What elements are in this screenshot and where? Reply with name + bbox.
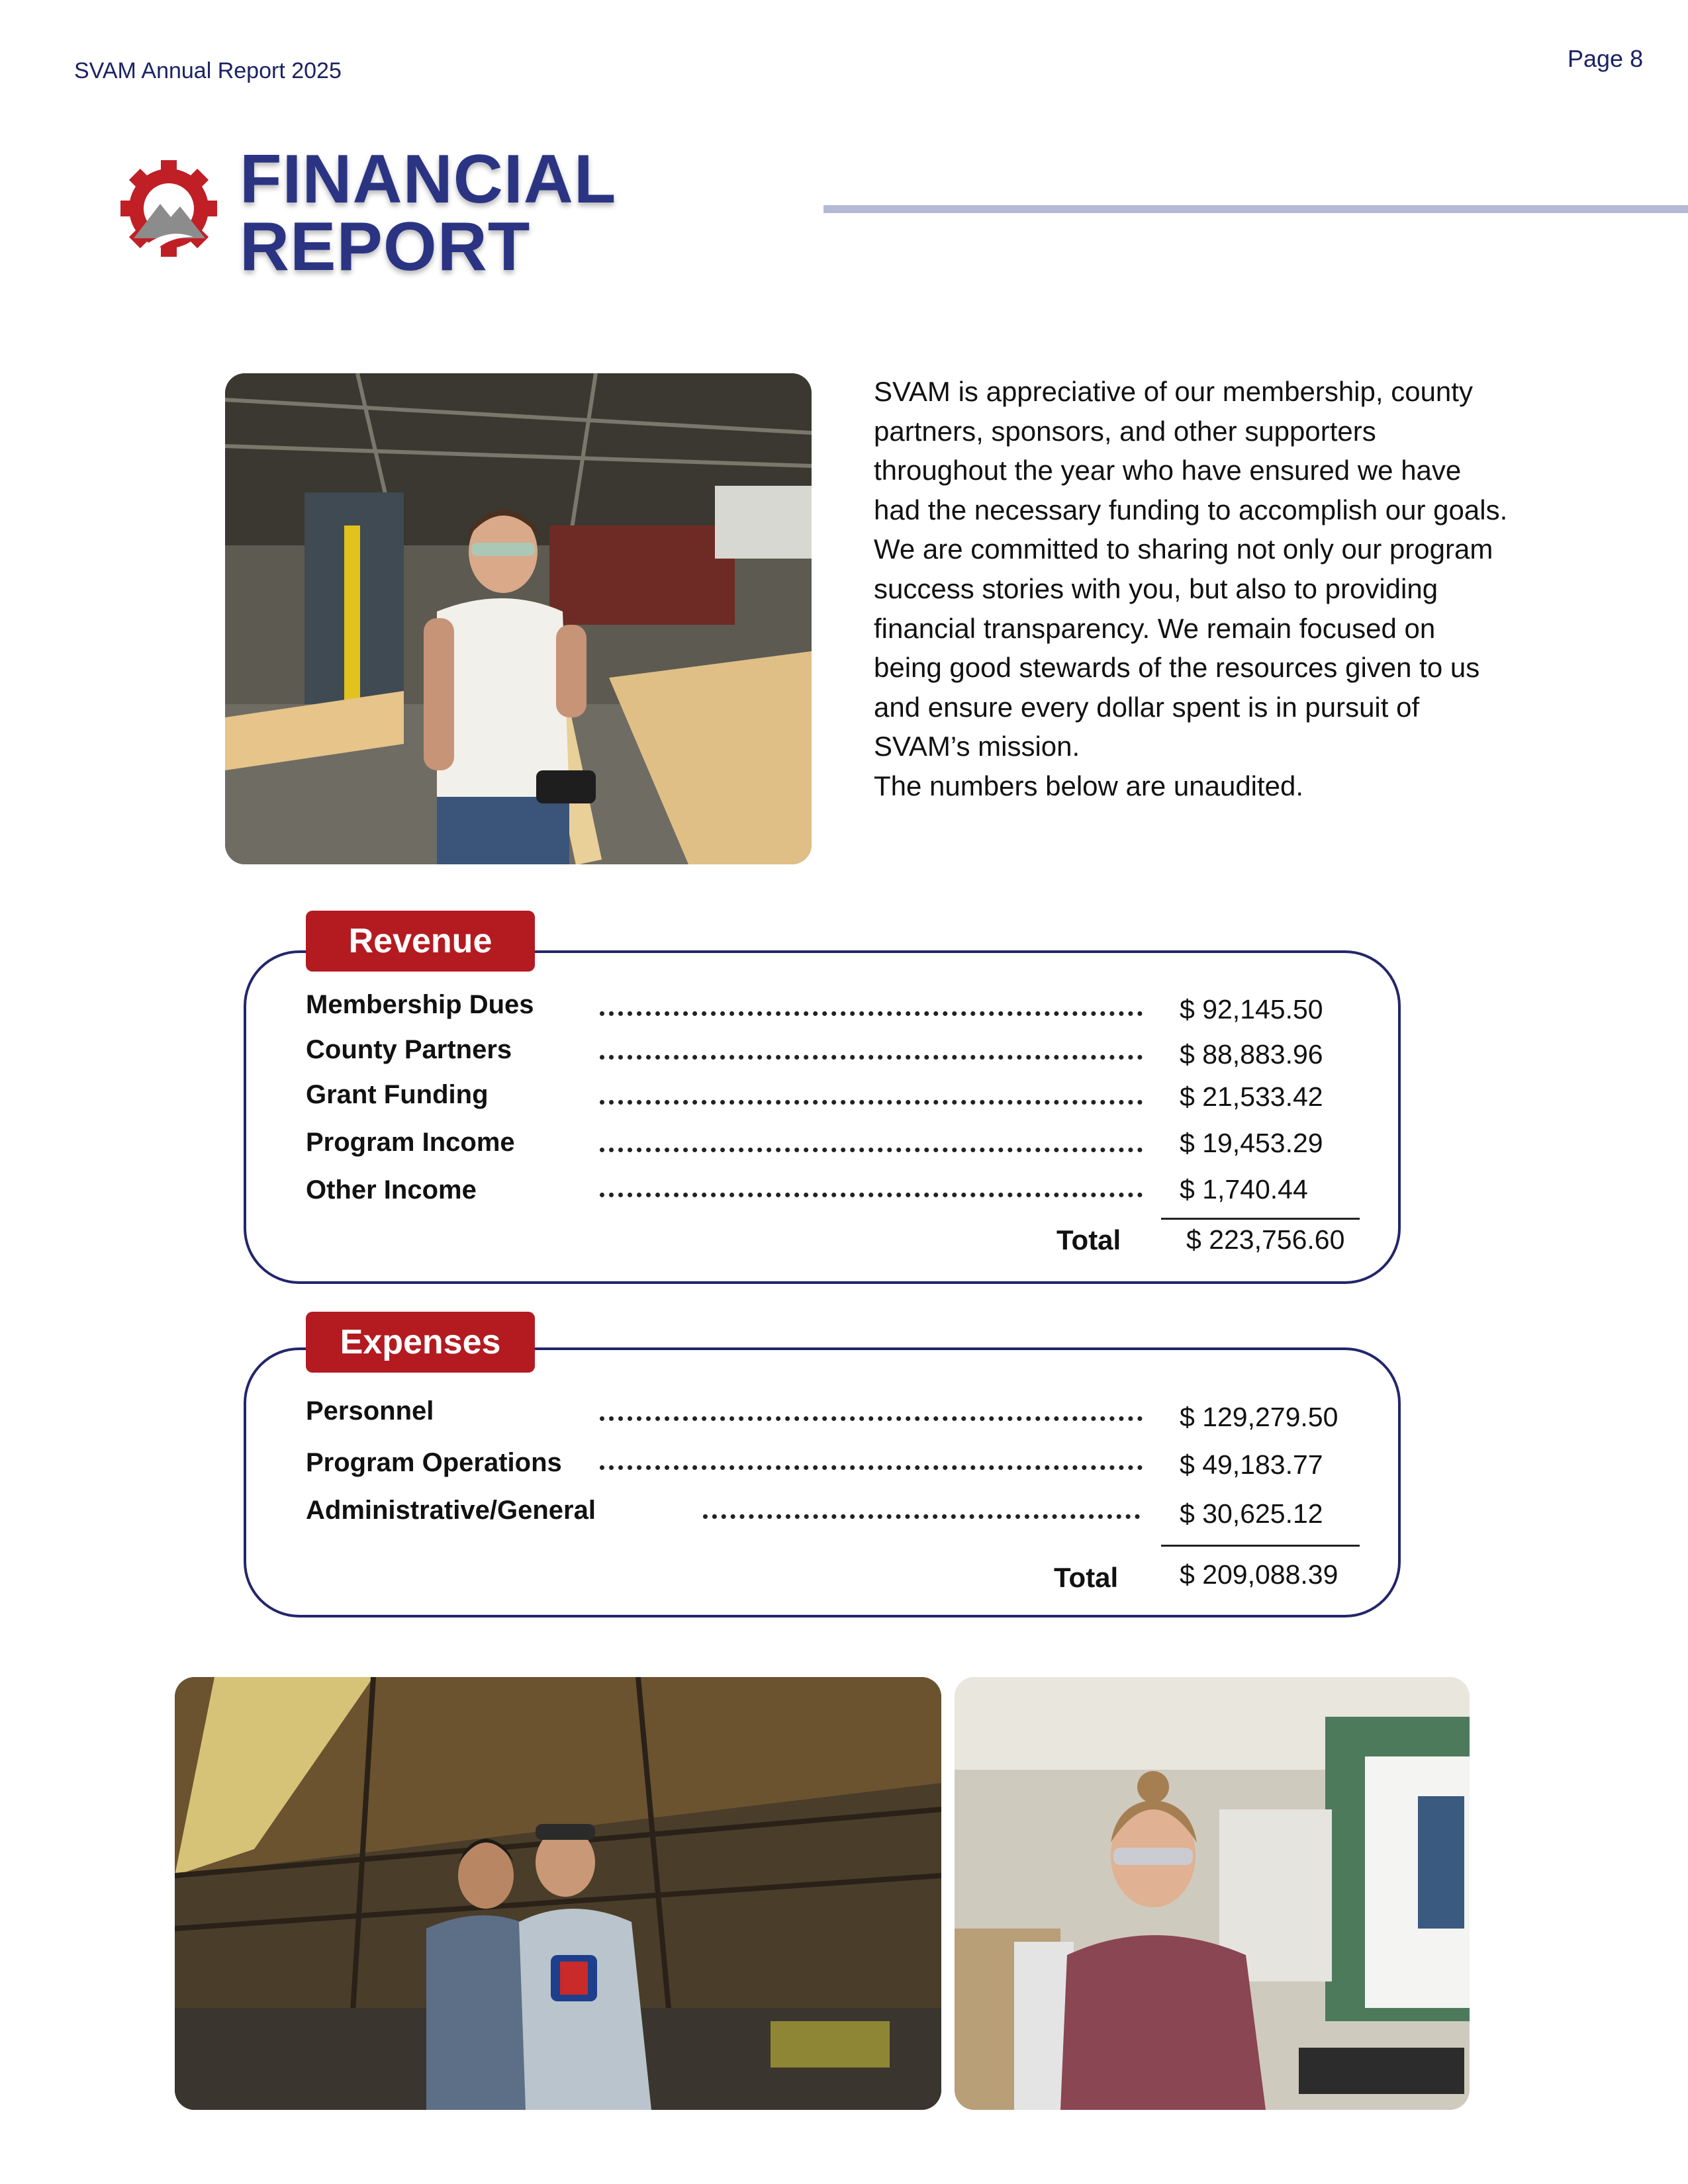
expense-item-label: Program Operations xyxy=(306,1448,562,1477)
page-heading xyxy=(240,141,617,285)
heading-line-1: FINANCIAL xyxy=(240,141,617,218)
revenue-item-amount: $ 21,533.42 xyxy=(1180,1081,1323,1112)
dotted-leader xyxy=(600,1100,1143,1105)
revenue-item-amount: $ 1,740.44 xyxy=(1180,1174,1308,1205)
dotted-leader xyxy=(600,1416,1143,1421)
dotted-leader xyxy=(600,1193,1143,1197)
revenue-item-label: Program Income xyxy=(306,1128,515,1157)
revenue-item-amount: $ 88,883.96 xyxy=(1180,1039,1323,1069)
expense-item-amount: $ 30,625.12 xyxy=(1180,1498,1323,1529)
dotted-leader xyxy=(600,1011,1143,1016)
factory-worker-photo xyxy=(225,373,812,864)
desk-worker-photo xyxy=(955,1677,1470,2110)
heading-divider xyxy=(823,205,1688,213)
revenue-total-label: Total xyxy=(1056,1224,1121,1255)
unaudited-note: The numbers below are unaudited. xyxy=(874,770,1304,801)
revenue-heading: Revenue xyxy=(306,911,535,972)
dotted-leader xyxy=(600,1148,1143,1152)
revenue-total-amount: $ 223,756.60 xyxy=(1186,1224,1345,1255)
expenses-total-label: Total xyxy=(1054,1562,1119,1593)
revenue-item-amount: $ 19,453.29 xyxy=(1180,1128,1323,1158)
revenue-item-label: County Partners xyxy=(306,1035,512,1064)
expense-item-label: Administrative/General xyxy=(306,1496,596,1525)
two-workers-photo xyxy=(175,1677,941,2110)
intro-text xyxy=(874,372,1509,806)
heading-line-2: REPORT xyxy=(240,208,531,285)
expense-item-label: Personnel xyxy=(306,1396,434,1426)
total-rule xyxy=(1161,1545,1360,1547)
gear-mountain-logo-icon xyxy=(119,159,218,258)
total-rule xyxy=(1161,1218,1360,1220)
expense-item-amount: $ 49,183.77 xyxy=(1180,1449,1323,1480)
revenue-item-amount: $ 92,145.50 xyxy=(1180,994,1323,1024)
expenses-total-amount: $ 209,088.39 xyxy=(1180,1559,1338,1590)
page-number: Page 8 xyxy=(1568,45,1644,72)
intro-paragraph: SVAM is appreciative of our membership, county partners, sponsors, and other supporters throughout the year who have ensured we have had the necessary funding to accomplish our goals. We are committed to sharing not only our program success stories with you, but also to providing financial transparency. We remain focused on being good stewards of the resources given to us and ensure every dollar spent is in pursuit of SVAM’s mission. xyxy=(874,376,1508,762)
revenue-item-label: Grant Funding xyxy=(306,1080,489,1109)
expenses-heading: Expenses xyxy=(306,1312,535,1373)
dotted-leader xyxy=(600,1055,1143,1060)
dotted-leader xyxy=(600,1465,1143,1470)
expense-item-amount: $ 129,279.50 xyxy=(1180,1402,1338,1432)
document-title: SVAM Annual Report 2025 xyxy=(74,58,342,83)
dotted-leader xyxy=(703,1514,1140,1519)
revenue-item-label: Other Income xyxy=(306,1175,477,1205)
revenue-item-label: Membership Dues xyxy=(306,990,534,1019)
